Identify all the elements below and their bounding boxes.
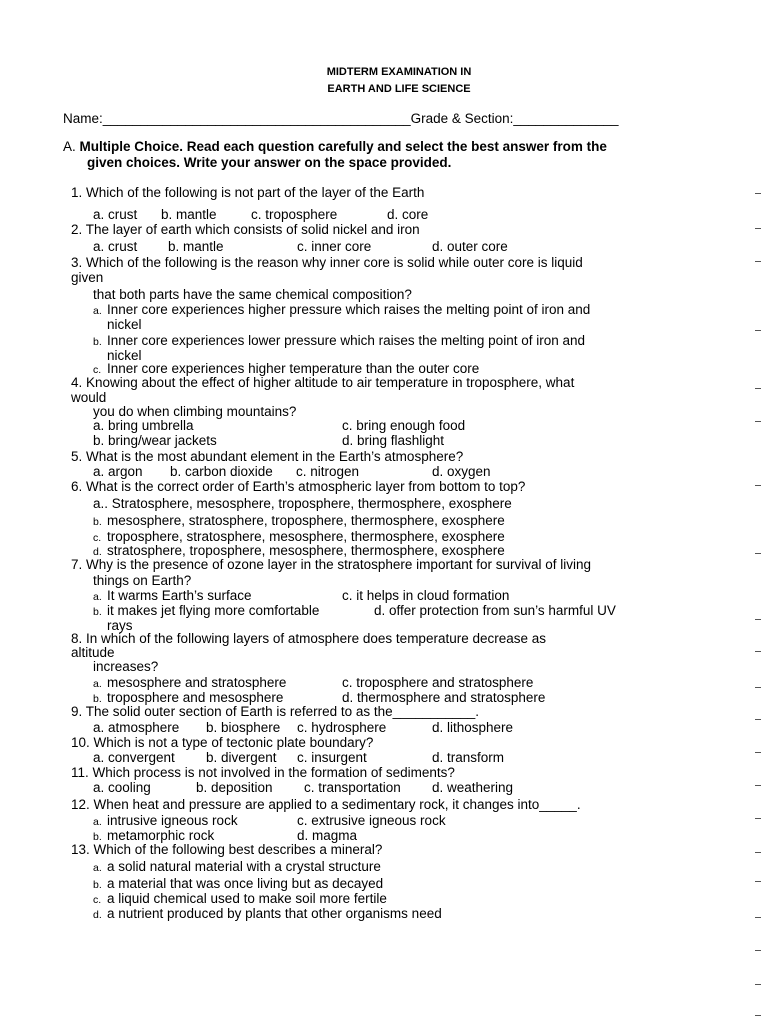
q12-choice-b-letter: b.	[93, 831, 102, 843]
q2-choice-b: b. mantle	[168, 239, 224, 254]
answer-mark	[755, 950, 761, 951]
q13-choice-a: a solid natural material with a crystal structure	[107, 859, 381, 874]
answer-mark	[755, 818, 761, 819]
q7-choice-b: it makes jet flying more comfortable	[107, 603, 320, 618]
q6-choice-a: a.. Stratosphere, mesosphere, troposphere, thermosphere, exosphere	[93, 496, 512, 511]
q8-choice-b: troposphere and mesosphere	[107, 690, 284, 705]
q11-choice-b: b. deposition	[196, 780, 273, 795]
q10-choice-d: d. transform	[432, 750, 505, 765]
answer-mark	[755, 1015, 761, 1016]
q8-choice-c: c. troposphere and stratosphere	[342, 675, 534, 690]
q12-choice-c: c. extrusive igneous rock	[297, 813, 446, 828]
q6-choice-c: troposphere, stratosphere, mesosphere, thermosphere, exosphere	[107, 529, 505, 544]
answer-mark	[755, 687, 761, 688]
q11-choice-a: a. cooling	[93, 780, 151, 795]
q3-choice-c: Inner core experiences higher temperature than the outer core	[107, 361, 480, 376]
q5-choice-a: a. argon	[93, 464, 143, 479]
q7-choice-a-letter: a.	[93, 591, 102, 603]
answer-mark	[755, 917, 761, 918]
q8-choice-b-letter: b.	[93, 693, 102, 705]
q12-choice-a: intrusive igneous rock	[107, 813, 238, 828]
q4-choice-d: d. bring flashlight	[342, 433, 445, 448]
answer-mark	[755, 752, 761, 753]
q6-choice-b: mesosphere, stratosphere, troposphere, thermosphere, exosphere	[107, 513, 505, 528]
answer-mark	[755, 785, 761, 786]
answer-mark	[755, 193, 761, 194]
question-7-line1: 7. Why is the presence of ozone layer in the stratosphere important for survival of living	[71, 557, 592, 572]
answer-mark	[755, 881, 761, 882]
answer-mark	[755, 261, 761, 262]
q13-choice-d-letter: d.	[93, 909, 102, 921]
answer-mark	[755, 421, 761, 422]
answer-mark	[755, 852, 761, 853]
answer-mark	[755, 651, 761, 652]
question-3-line3: that both parts have the same chemical composition?	[93, 287, 412, 302]
q3-choice-b-cont: nickel	[107, 348, 142, 363]
name-grade-section-line: Name:_________________________________________Grade & Section:______________	[63, 111, 619, 126]
q4-choice-b: b. bring/wear jackets	[93, 433, 217, 448]
question-4-line1: 4. Knowing about the effect of higher altitude to air temperature in troposphere, what	[71, 375, 575, 390]
q7-choice-b-letter: b.	[93, 606, 102, 618]
q6-choice-d-letter: d.	[93, 546, 102, 558]
answer-mark	[755, 719, 761, 720]
exam-title-line1: MIDTERM EXAMINATION IN	[326, 66, 472, 78]
q8-choice-a: mesosphere and stratosphere	[107, 675, 287, 690]
answer-mark	[755, 619, 761, 620]
answer-mark	[755, 330, 761, 331]
q7-choice-a: It warms Earth’s surface	[107, 588, 252, 603]
question-10: 10. Which is not a type of tectonic plate boundary?	[71, 735, 374, 750]
instructions-line1	[63, 139, 607, 154]
question-8-line1: 8. In which of the following layers of atmosphere does temperature decrease as	[71, 631, 547, 646]
question-2: 2. The layer of earth which consists of solid nickel and iron	[71, 222, 420, 237]
q9-choice-a: a. atmosphere	[93, 720, 180, 735]
q3-choice-a-letter: a.	[93, 305, 102, 317]
q8-choice-a-letter: a.	[93, 678, 102, 690]
q3-choice-a: Inner core experiences higher pressure which raises the melting point of iron and	[107, 302, 591, 317]
q2-choice-a: a. crust	[93, 239, 138, 254]
question-11: 11. Which process is not involved in the formation of sediments?	[71, 765, 455, 780]
q2-choice-c: c. inner core	[297, 239, 372, 254]
q7-choice-c: c. it helps in cloud formation	[342, 588, 510, 603]
answer-mark	[755, 984, 761, 985]
q7-choice-d-cont: rays	[107, 618, 133, 633]
q13-choice-b-letter: b.	[93, 879, 102, 891]
question-7-line2: things on Earth?	[93, 573, 192, 588]
q10-choice-a: a. convergent	[93, 750, 175, 765]
q9-choice-d: d. lithosphere	[432, 720, 514, 735]
q1-choice-a: a. crust	[93, 207, 138, 222]
answer-mark	[755, 388, 761, 389]
q13-choice-a-letter: a.	[93, 862, 102, 874]
q1-choice-c: c. troposphere	[251, 207, 338, 222]
instructions-text: Multiple Choice. Read each question carefully and select the best answer from the	[79, 139, 607, 154]
q8-choice-d: d. thermosphere and stratosphere	[342, 690, 546, 705]
q5-choice-c: c. nitrogen	[296, 464, 360, 479]
q9-choice-c: c. hydrosphere	[297, 720, 387, 735]
q12-choice-d: d. magma	[297, 828, 358, 843]
q1-choice-b: b. mantle	[161, 207, 217, 222]
q6-choice-c-letter: c.	[93, 532, 102, 544]
q4-choice-c: c. bring enough food	[342, 418, 466, 433]
exam-title-line2: EARTH AND LIFE SCIENCE	[327, 83, 471, 95]
question-1: 1. Which of the following is not part of the layer of the Earth	[71, 185, 425, 200]
q1-choice-d: d. core	[387, 207, 429, 222]
q11-choice-c: c. transportation	[304, 780, 401, 795]
q5-choice-d: d. oxygen	[432, 464, 491, 479]
question-8-line2: altitude	[71, 645, 115, 660]
q7-choice-d: d. offer protection from sun’s harmful UV	[374, 603, 616, 618]
q12-choice-b: metamorphic rock	[107, 828, 215, 843]
question-13: 13. Which of the following best describes a mineral?	[71, 842, 383, 857]
q3-choice-b: Inner core experiences lower pressure which raises the melting point of iron and	[107, 333, 585, 348]
q10-choice-c: c. insurgent	[297, 750, 367, 765]
instructions-line2: given choices. Write your answer on the space provided.	[87, 155, 452, 170]
question-3-line1: 3. Which of the following is the reason why inner core is solid while outer core is liquid	[71, 255, 583, 270]
q6-choice-b-letter: b.	[93, 516, 102, 528]
question-4-line3: you do when climbing mountains?	[93, 404, 297, 419]
q13-choice-d: a nutrient produced by plants that other organisms need	[107, 906, 442, 921]
q10-choice-b: b. divergent	[206, 750, 277, 765]
answer-mark	[755, 553, 761, 554]
q13-choice-b: a material that was once living but as decayed	[107, 876, 384, 891]
q13-choice-c-letter: c.	[93, 894, 102, 906]
question-6: 6. What is the correct order of Earth’s atmospheric layer from bottom to top?	[71, 479, 526, 494]
q9-choice-b: b. biosphere	[206, 720, 281, 735]
question-9: 9. The solid outer section of Earth is referred to as the___________.	[71, 704, 480, 719]
q3-choice-b-letter: b.	[93, 336, 102, 348]
q12-choice-a-letter: a.	[93, 816, 102, 828]
q2-choice-d: d. outer core	[432, 239, 508, 254]
q11-choice-d: d. weathering	[432, 780, 514, 795]
q3-choice-a-cont: nickel	[107, 317, 142, 332]
question-8-line3: increases?	[93, 659, 159, 674]
question-3-line2: given	[71, 270, 104, 285]
answer-mark	[755, 228, 761, 229]
question-4-line2: would	[71, 390, 107, 405]
question-5: 5. What is the most abundant element in the Earth’s atmosphere?	[71, 449, 464, 464]
q13-choice-c: a liquid chemical used to make soil more fertile	[107, 891, 387, 906]
instructions-prefix: A.	[63, 139, 80, 154]
q3-choice-c-letter: c.	[93, 364, 102, 376]
question-12: 12. When heat and pressure are applied to a sedimentary rock, it changes into_____.	[71, 797, 581, 812]
q5-choice-b: b. carbon dioxide	[170, 464, 273, 479]
answer-mark	[755, 485, 761, 486]
q6-choice-d: stratosphere, troposphere, mesosphere, thermosphere, exosphere	[107, 543, 505, 558]
q4-choice-a: a. bring umbrella	[93, 418, 194, 433]
